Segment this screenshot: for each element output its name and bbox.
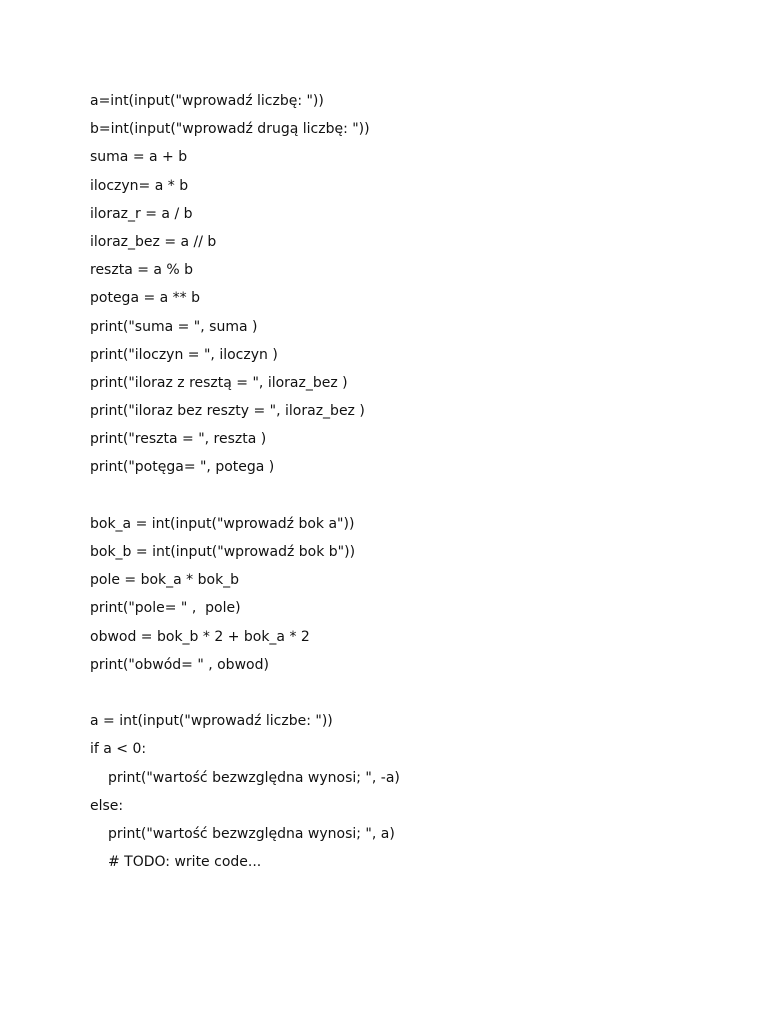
code-line: a = int(input("wprowadź liczbe: ")) [90,713,333,730]
code-line: iloraz_r = a / b [90,205,193,222]
code-line: a=int(input("wprowadź liczbę: ")) [90,93,324,109]
code-line: pole = bok_a * bok_b [90,572,240,589]
code-line: reszta = a % b [90,262,194,279]
code-line: potega = a ** b [90,290,201,307]
code-line: print("suma = ", suma ) [90,318,258,335]
code-text [90,91,730,880]
code-line: bok_a = int(input("wprowadź bok a")) [90,515,355,532]
code-line: print("iloraz bez reszty = ", iloraz_bez ) [90,403,365,420]
code-line: else: [90,797,124,814]
code-line: print("reszta = ", reszta ) [90,431,267,448]
code-line: b=int(input("wprowadź drugą liczbę: ")) [90,121,370,138]
code-line: if a < 0: [90,741,147,758]
code-line: print("potęga= ", potega ) [90,459,275,476]
code-line: print("obwód= " , obwod) [90,656,269,673]
code-line: iloczyn= a * b [90,177,189,194]
code-line: suma = a + b [90,149,188,166]
code-line: iloraz_bez = a // b [90,233,217,250]
code-line: print("pole= " , pole) [90,600,241,617]
code-line: bok_b = int(input("wprowadź bok b")) [90,544,356,560]
code-line: obwod = bok_b * 2 + bok_a * 2 [90,628,310,645]
code-line: print("iloraz z resztą = ", iloraz_bez ) [90,374,348,391]
blank-line [90,486,730,514]
code-line: print("iloczyn = ", iloczyn ) [90,346,278,363]
code-line-indented: print("wartość bezwzględna wynosi; ", -a) [108,769,400,786]
blank-line [90,683,730,711]
code-comment: # TODO: write code... [108,854,262,871]
code-line-indented: print("wartość bezwzględna wynosi; ", a) [108,825,395,842]
